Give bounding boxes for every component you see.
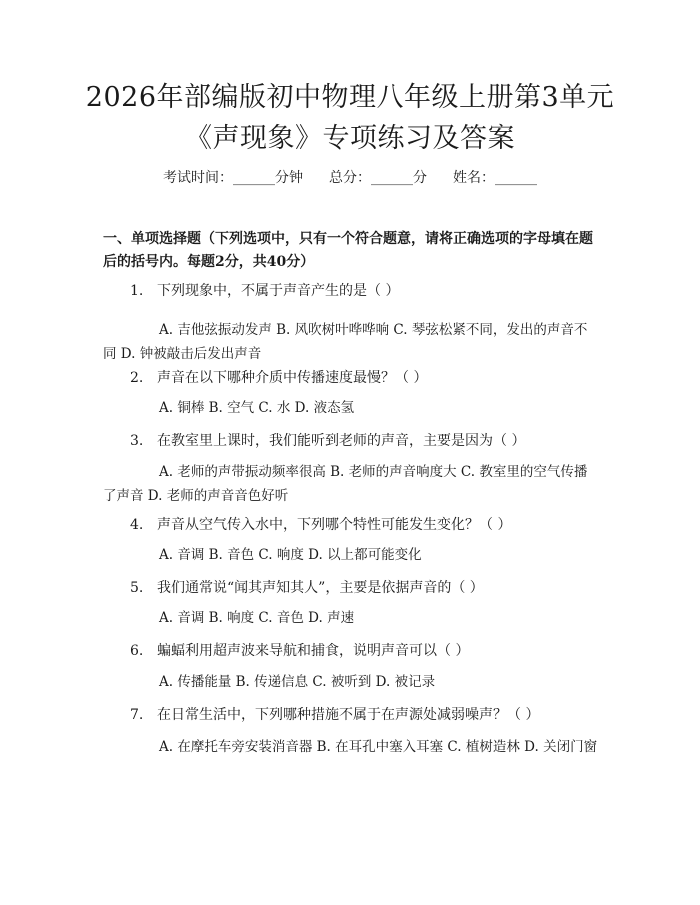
question-3-options: A. 老师的声带振动频率很高 B. 老师的声音响度大 C. 教室里的空气传播了声音 D. 老师的声音音色好听 [103,464,588,504]
question-text: 在日常生活中，下列哪种措施不属于在声源处减弱噪声？（ ） [157,707,540,723]
document-title-line2: 《声现象》专项练习及答案 [185,123,515,154]
question-2-options: A. 铜棒 B. 空气 C. 水 D. 液态氢 [159,400,355,416]
question-6-stem [130,641,600,661]
question-5-options: A. 音调 B. 响度 C. 音色 D. 声速 [159,610,355,626]
question-number: 5. [130,580,144,596]
question-7-options: A. 在摩托车旁安装消音器 B. 在耳孔中塞入耳塞 C. 植树造林 D. 关闭门窗 [159,739,598,755]
question-text: 下列现象中，不属于声音产生的是（ ） [157,283,400,299]
question-number: 6. [130,643,144,659]
student-name-field: 姓名：______ [453,170,537,186]
question-1-options: A. 吉他弦振动发声 B. 风吹树叶哗哗响 C. 琴弦松紧不同，发出的声音不同 D. 钟被敲击后发出声音 [103,322,588,362]
question-1-stem [130,281,600,301]
question-text: 我们通常说“闻其声知其人”，主要是依据声音的（ ） [157,580,484,596]
section-heading: 一、单项选择题（下列选项中，只有一个符合题意，请将正确选项的字母填在题后的括号内。每题2分，共40分） [103,231,593,270]
question-number: 1. [130,283,144,299]
document-title-line1: 2026年部编版初中物理八年级上册第3单元 [85,82,615,113]
question-text: 声音在以下哪种介质中传播速度最慢？（ ） [157,370,428,386]
question-text: 声音从空气传入水中，下列哪个特性可能发生变化？（ ） [157,517,512,533]
question-2-stem [130,368,600,388]
question-7-stem [130,705,600,725]
question-number: 2. [130,370,144,386]
question-number: 3. [130,433,144,449]
question-3-stem [130,431,600,451]
question-4-stem [130,515,600,535]
question-text: 蝙蝠利用超声波来导航和捕食，说明声音可以（ ） [157,643,470,659]
question-5-stem [130,578,600,598]
question-4-options: A. 音调 B. 音色 C. 响度 D. 以上都可能变化 [159,547,422,563]
question-number: 7. [130,707,144,723]
question-text: 在教室里上课时，我们能听到老师的声音，主要是因为（ ） [157,433,526,449]
question-number: 4. [130,517,144,533]
total-score-field: 总分：______分 [329,170,427,186]
exam-info-line [0,168,700,188]
question-6-options: A. 传播能量 B. 传递信息 C. 被听到 D. 被记录 [159,674,436,690]
exam-time-field: 考试时间：______分钟 [163,170,303,186]
